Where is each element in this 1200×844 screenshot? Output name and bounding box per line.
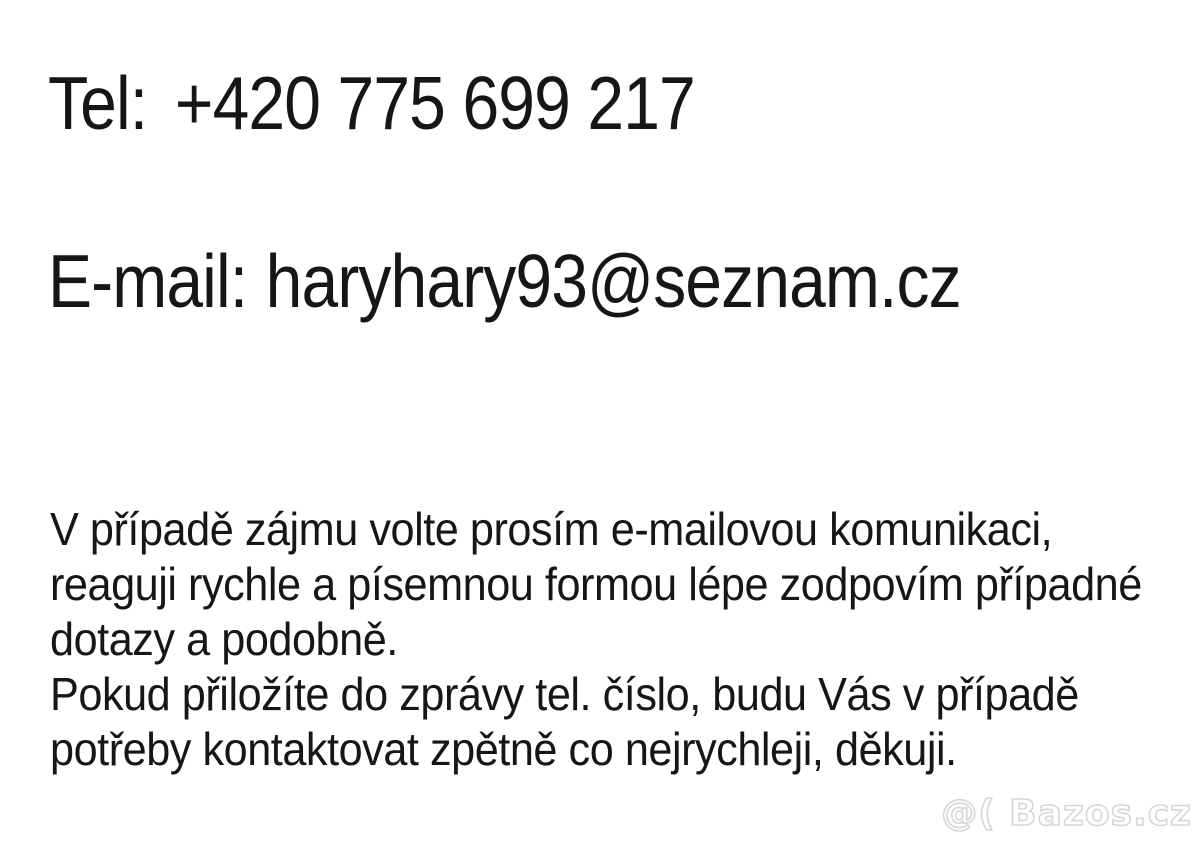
note-line: V případě zájmu volte prosím e-mailovou komunikaci,	[50, 503, 1053, 555]
phone-line	[48, 61, 695, 145]
note-line: reaguji rychle a písemnou formou lépe zodpovím případné	[50, 558, 1142, 610]
email-label: E-mail:	[48, 239, 248, 323]
note-line: potřeby kontaktovat zpětně co nejrychleji, děkuji.	[50, 723, 957, 775]
bazos-watermark: @( Bazos.cz	[941, 793, 1192, 834]
note-line: Pokud přiložíte do zprávy tel. číslo, budu Vás v případě	[50, 668, 1079, 720]
note-line: dotazy a podobně.	[50, 613, 398, 665]
phone-label: Tel:	[48, 61, 148, 145]
note-paragraph	[50, 502, 1142, 777]
phone-number: +420 775 699 217	[174, 61, 695, 145]
email-address: haryhary93@seznam.cz	[265, 239, 961, 323]
email-line	[48, 239, 961, 323]
